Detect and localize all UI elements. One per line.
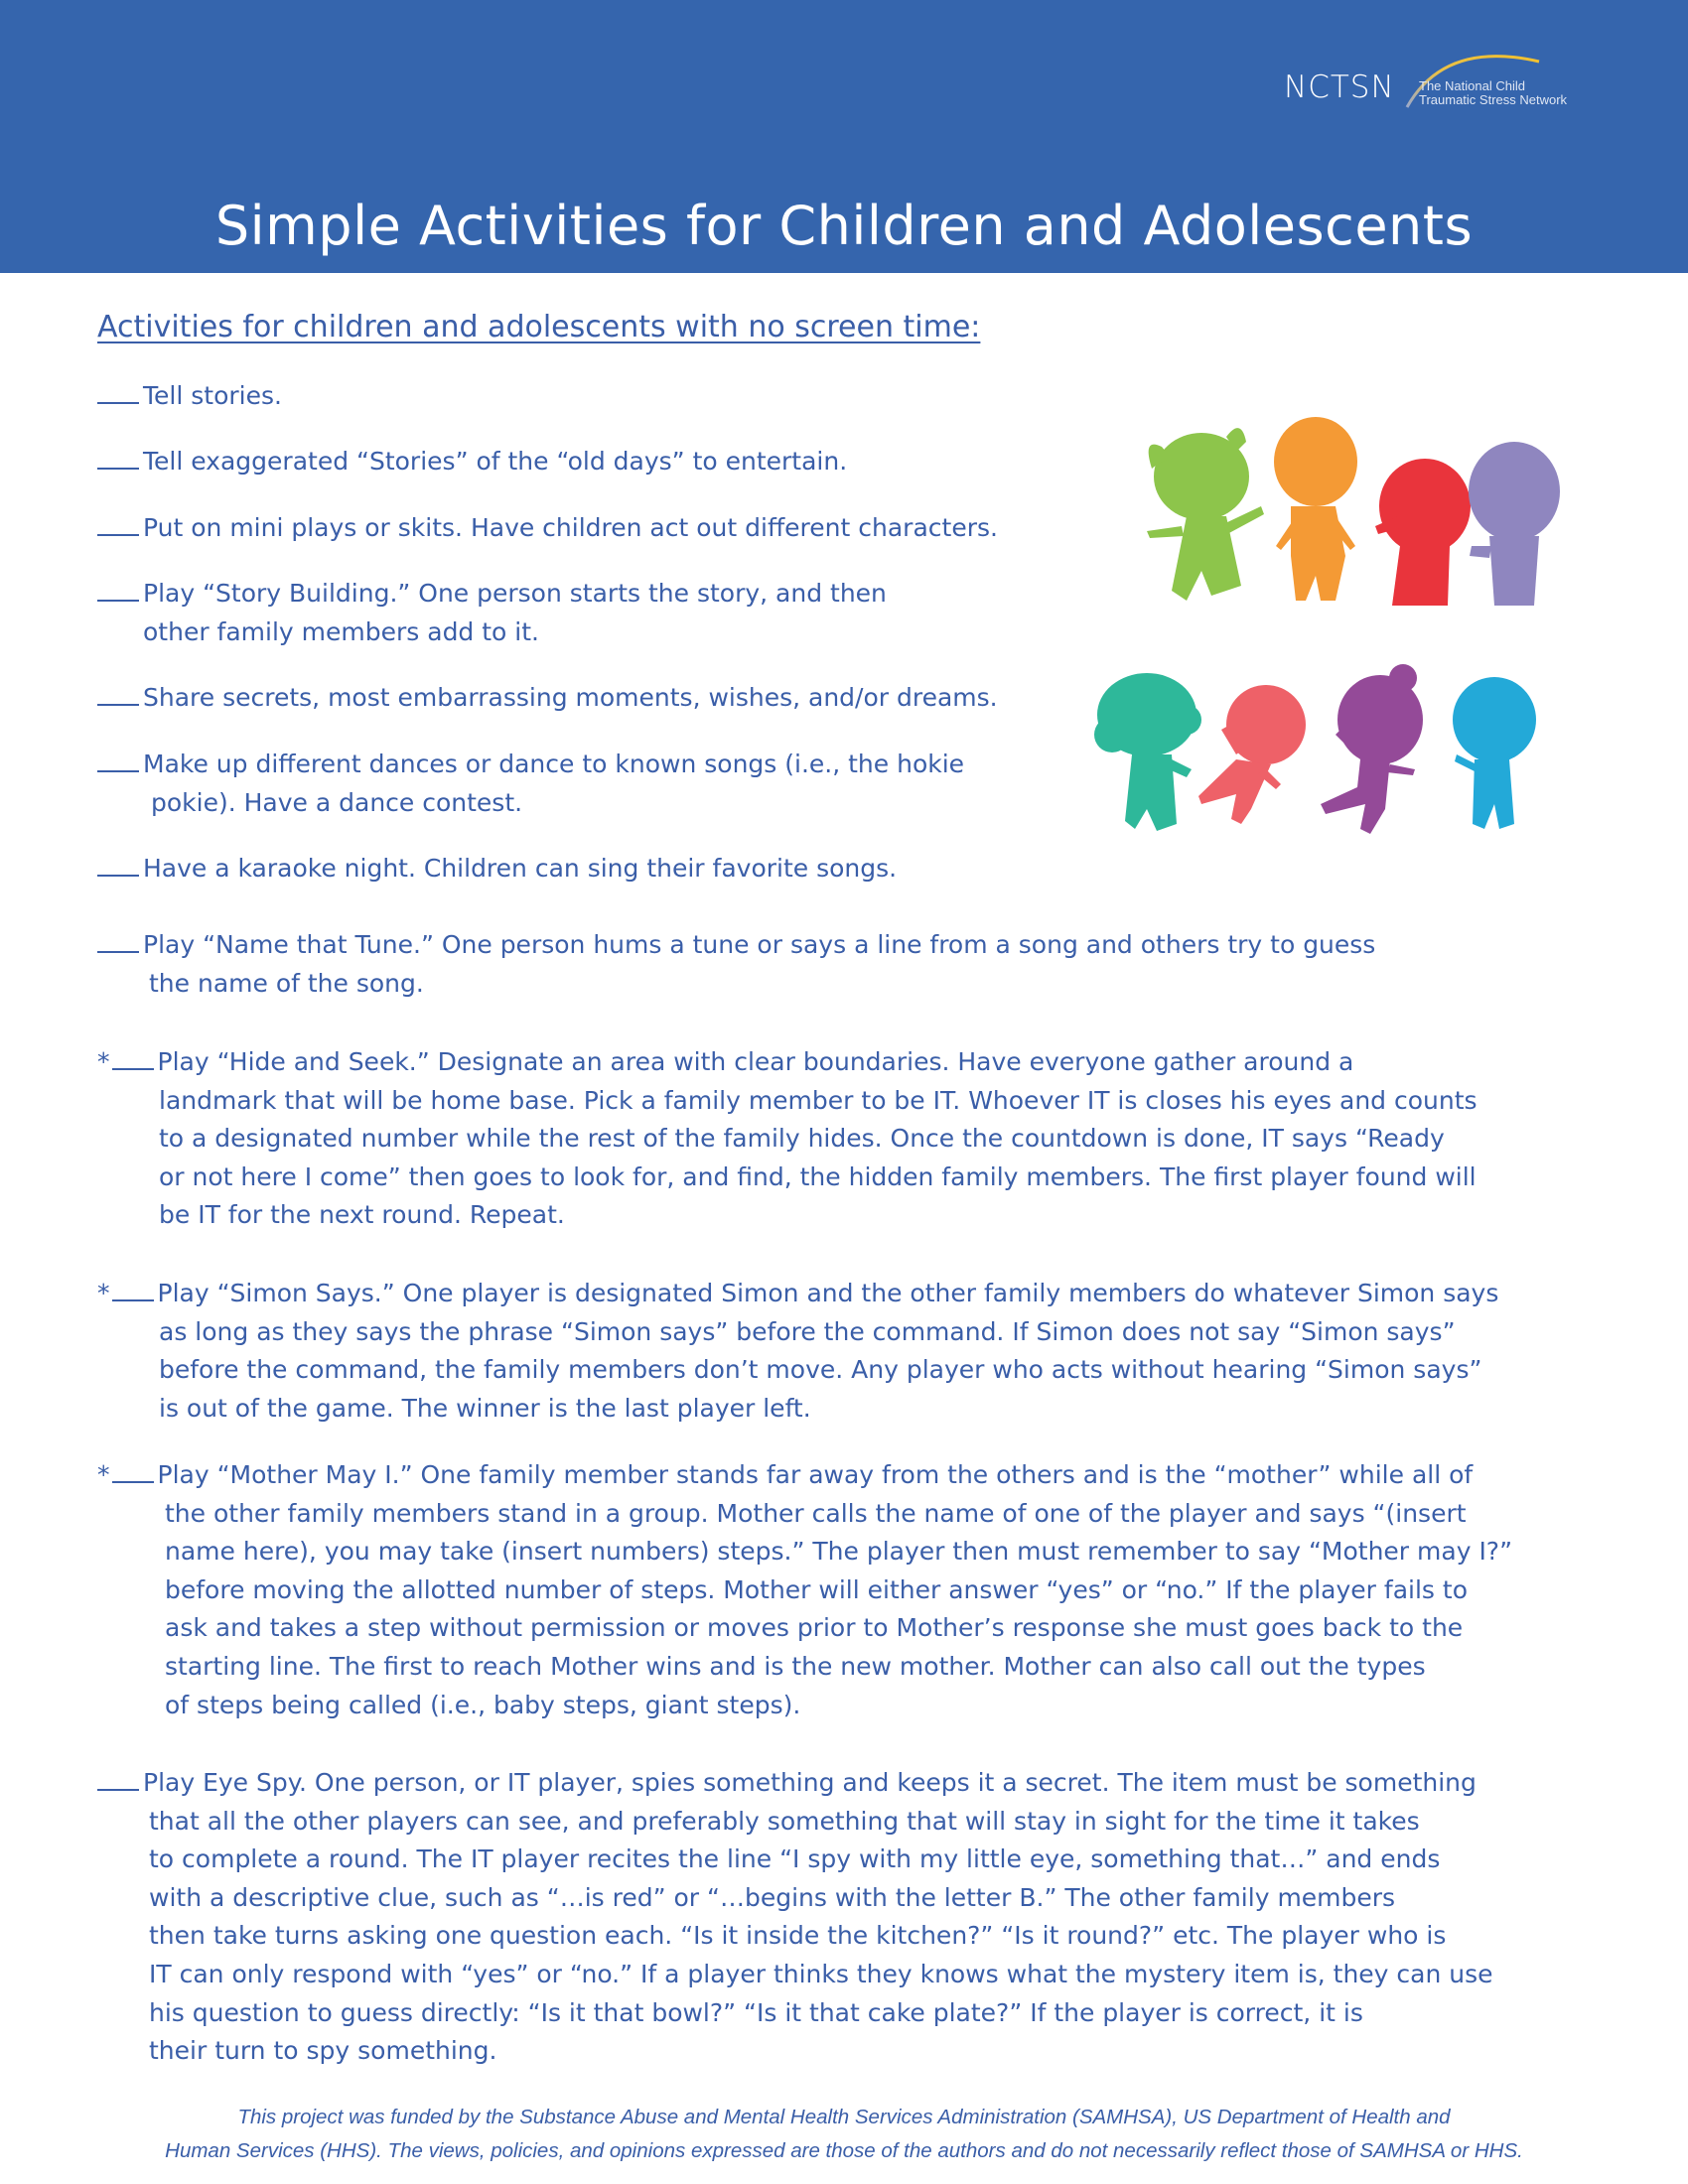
activity-first-line: [97, 1275, 1498, 1313]
checkbox-blank-line[interactable]: [97, 1767, 139, 1791]
activity-continuation-line: landmark that will be home base. Pick a family member to be IT. Whoever IT is closes his eyes and counts: [159, 1085, 1477, 1115]
activity-continuation-line: with a descriptive clue, such as “…is red” or “…begins with the letter B.” The other family members: [149, 1882, 1396, 1912]
asterisk-marker: *: [97, 1279, 110, 1307]
footer-line-1: This project was funded by the Substance Abuse and Mental Health Services Administration (SAMHSA), US Department of Health and: [237, 2106, 1451, 2128]
checkbox-blank-line[interactable]: [97, 929, 139, 953]
checkbox-blank-line[interactable]: [97, 578, 139, 602]
activity-text: Have a karaoke night. Children can sing their favorite songs.: [143, 854, 898, 883]
activity-continuation-line: to complete a round. The IT player recites the line “I spy with my little eye, something that…” and ends: [149, 1844, 1441, 1874]
funding-disclaimer: [0, 2101, 1688, 2168]
child-silhouette-teal: [1094, 673, 1201, 831]
activity-first-line: [97, 746, 964, 784]
activity-first-line: [97, 1764, 1493, 1803]
activity-first-line: [97, 377, 282, 416]
children-silhouettes-top: [1132, 407, 1569, 606]
child-silhouette-violet: [1321, 664, 1423, 834]
activity-continuation-line: the name of the song.: [149, 968, 424, 998]
footer-line-2: Human Services (HHS). The views, policies, and opinions expressed are those of the authors and do not necessarily reflect those of SAMHSA or HHS.: [165, 2139, 1523, 2162]
activity-continuation-line: his question to guess directly: “Is it that bowl?” “Is it that cake plate?” If the player is correct, it is: [149, 1997, 1363, 2027]
activity-first-line: [97, 1043, 1477, 1082]
activity-text: Tell exaggerated “Stories” of the “old days” to entertain.: [143, 447, 848, 476]
activity-text: Play “Simon Says.” One player is designated Simon and the other family members do whatever Simon says: [157, 1279, 1499, 1307]
activity-text: Play “Mother May I.” One family member stands far away from the others and is the “mother” while all of: [157, 1460, 1474, 1489]
child-silhouette-coral: [1198, 685, 1306, 824]
activity-text: Put on mini plays or skits. Have children act out different characters.: [143, 513, 998, 542]
activity-first-line: [97, 926, 1375, 965]
activity-continuation-line: before the command, the family members don’t move. Any player who acts without hearing “Simon says”: [159, 1355, 1482, 1385]
asterisk-marker: *: [97, 1047, 110, 1076]
logo-subtitle-line2: Traumatic Stress Network: [1419, 92, 1568, 107]
activity-continuation-line: pokie). Have a dance contest.: [151, 787, 523, 817]
activity-text: Play “Name that Tune.” One person hums a tune or says a line from a song and others try to guess: [143, 930, 1376, 959]
activity-item: [97, 377, 282, 416]
activity-item: [97, 1043, 1477, 1235]
activity-continuation-line: starting line. The first to reach Mother wins and is the new mother. Mother can also call out the types: [165, 1651, 1426, 1681]
activity-continuation-line: is out of the game. The winner is the last player left.: [159, 1393, 811, 1423]
activity-text: Play “Story Building.” One person starts the story, and then: [143, 579, 887, 608]
activity-text: Make up different dances or dance to known songs (i.e., the hokie: [143, 750, 965, 778]
activity-item: [97, 509, 998, 548]
child-silhouette-blue: [1453, 677, 1536, 829]
activity-item: [97, 679, 998, 718]
activity-continuation-line: that all the other players can see, and preferably something that will stay in sight for the time it takes: [149, 1806, 1420, 1836]
activity-continuation-line: the other family members stand in a group. Mother calls the name of one of the player and says “(insert: [165, 1498, 1467, 1528]
activity-continuation-line: IT can only respond with “yes” or “no.” If a player thinks they knows what the mystery item is, they can use: [149, 1959, 1493, 1988]
child-silhouette-green: [1147, 428, 1264, 601]
activity-item: [97, 443, 847, 481]
activity-item: [97, 575, 887, 651]
activity-item: [97, 850, 897, 888]
activity-continuation-line: be IT for the next round. Repeat.: [159, 1200, 565, 1230]
activity-continuation-line: then take turns asking one question each. “Is it inside the kitchen?” “Is it round?” etc. The player who is: [149, 1921, 1447, 1951]
logo-mark: NCTSN: [1284, 69, 1395, 105]
activity-text: Play Eye Spy. One person, or IT player, spies something and keeps it a secret. The item must be something: [143, 1768, 1477, 1797]
activity-text: Share secrets, most embarrassing moments, wishes, and/or dreams.: [143, 683, 998, 712]
section-heading: Activities for children and adolescents with no screen time:: [97, 310, 981, 344]
children-silhouettes-bottom: [1087, 660, 1554, 839]
logo-subtitle-line1: The National Child: [1419, 78, 1525, 93]
logo-subtitle: [1419, 79, 1567, 107]
header-banner: [0, 0, 1688, 273]
child-silhouette-purple: [1469, 442, 1560, 606]
checkbox-blank-line[interactable]: [97, 512, 139, 536]
activity-continuation-line: or not here I come” then goes to look for, and find, the hidden family members. The first player found will: [159, 1161, 1477, 1191]
activity-continuation-line: of steps being called (i.e., baby steps, giant steps).: [165, 1690, 801, 1719]
activity-first-line: [97, 509, 998, 548]
activity-first-line: [97, 679, 998, 718]
checkbox-blank-line[interactable]: [97, 380, 139, 404]
activity-continuation-line: their turn to spy something.: [149, 2036, 497, 2066]
nctsn-logo: [1284, 50, 1641, 109]
asterisk-marker: *: [97, 1460, 110, 1489]
activity-first-line: [97, 443, 847, 481]
checkbox-blank-line[interactable]: [112, 1459, 154, 1483]
checkbox-blank-line[interactable]: [97, 682, 139, 706]
activity-continuation-line: before moving the allotted number of steps. Mother will either answer “yes” or “no.” If the player fails to: [165, 1574, 1468, 1604]
activity-first-line: [97, 850, 897, 888]
activity-text: Play “Hide and Seek.” Designate an area with clear boundaries. Have everyone gather around a: [157, 1047, 1354, 1076]
activity-text: Tell stories.: [143, 381, 282, 410]
activity-item: [97, 1275, 1498, 1428]
activity-item: [97, 1764, 1493, 2071]
checkbox-blank-line[interactable]: [97, 749, 139, 772]
activity-first-line: [97, 1456, 1512, 1495]
child-silhouette-orange: [1274, 417, 1357, 601]
checkbox-blank-line[interactable]: [112, 1278, 154, 1301]
activity-continuation-line: other family members add to it.: [143, 616, 539, 646]
activity-first-line: [97, 575, 887, 614]
activity-item: [97, 746, 964, 822]
activity-item: [97, 1456, 1512, 1724]
activity-continuation-line: name here), you may take (insert numbers) steps.” The player then must remember to say “Mother may I?”: [165, 1537, 1513, 1567]
checkbox-blank-line[interactable]: [97, 853, 139, 877]
activity-continuation-line: as long as they says the phrase “Simon says” before the command. If Simon does not say “Simon says”: [159, 1316, 1456, 1346]
page-title: Simple Activities for Children and Adolescents: [214, 195, 1474, 258]
activity-continuation-line: to a designated number while the rest of the family hides. Once the countdown is done, IT says “Ready: [159, 1124, 1445, 1154]
checkbox-blank-line[interactable]: [112, 1046, 154, 1070]
child-silhouette-red: [1375, 459, 1471, 606]
activity-item: [97, 926, 1375, 1003]
checkbox-blank-line[interactable]: [97, 446, 139, 470]
activity-continuation-line: ask and takes a step without permission or moves prior to Mother’s response she must goes back to the: [165, 1613, 1464, 1643]
